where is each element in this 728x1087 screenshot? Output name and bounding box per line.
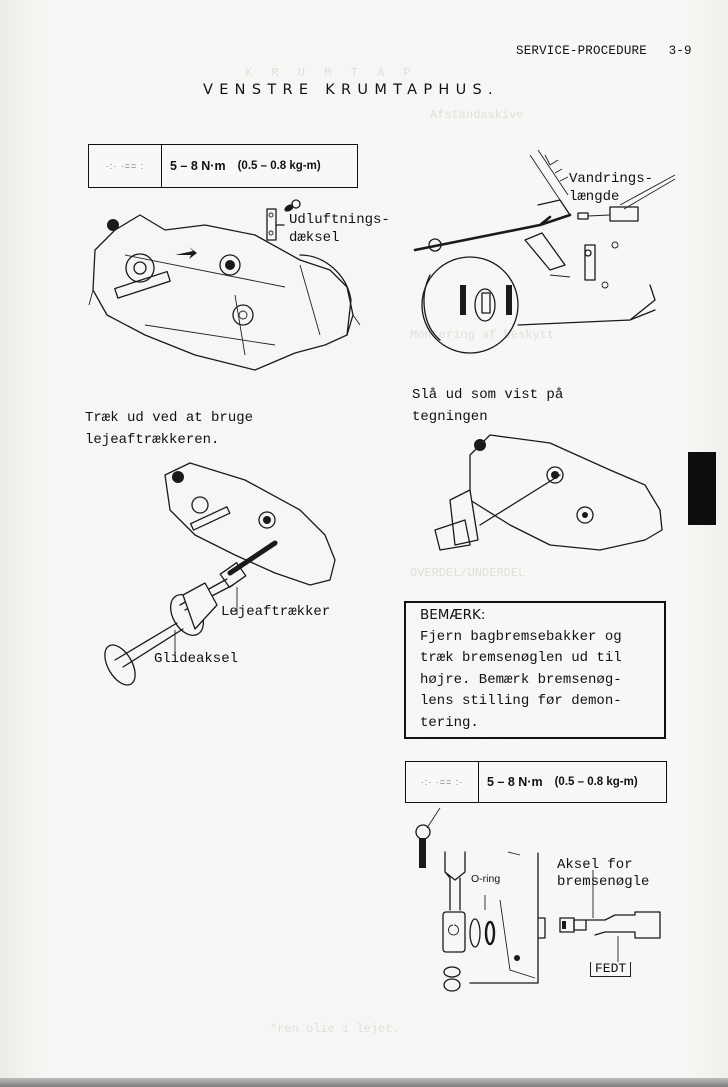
torque-value — [162, 145, 357, 187]
section-name: SERVICE-PROCEDURE — [516, 44, 647, 58]
page-number: 3-9 — [668, 44, 692, 58]
note-box — [404, 601, 666, 739]
torque-value-nm: 5 – 8 N·m — [487, 775, 543, 789]
torque-value-nm: 5 – 8 N·m — [170, 159, 226, 173]
slide-shaft-label: Glideaksel — [154, 651, 239, 667]
travel-distance-label: Vandrings- længde — [569, 171, 654, 205]
torque-wrench-icon: ·:· ·== :· — [406, 762, 479, 802]
vent-cover-label: Udluftnings- dæksel — [289, 212, 390, 246]
bleed-through-text: Afstandsskive — [430, 108, 524, 122]
bleed-through-text: Montering af beskytt — [410, 328, 555, 342]
crankcase-knockout-illustration — [430, 425, 670, 565]
note-line: højre. Bemærk bremsenøg- — [420, 671, 622, 688]
note-line: træk bremsenøglen ud til — [420, 650, 622, 666]
bleed-through-text: OVERDEL/UNDERDEL — [410, 566, 526, 580]
page-header — [516, 44, 692, 58]
page-bottom-edge — [0, 1078, 728, 1087]
torque-value — [479, 762, 666, 802]
brake-cam-illustration — [405, 800, 675, 1000]
o-ring-label: O-ring — [471, 873, 501, 885]
grease-label: FEDT — [590, 962, 631, 977]
bleed-through-text: K R U M T A P — [245, 66, 417, 80]
instruction-pull-out: Træk ud ved at bruge lejeaftrækkeren. — [85, 410, 254, 448]
torque-spec-box — [405, 761, 667, 803]
note-line: Fjern bagbremsebakker og — [420, 628, 622, 645]
brake-cam-shaft-label: Aksel for bremsenøgle — [557, 857, 650, 890]
torque-value-kgm: (0.5 – 0.8 kg-m) — [554, 776, 638, 788]
note-title: BEMÆRK: — [420, 607, 486, 623]
torque-value-kgm: (0.5 – 0.8 kg-m) — [237, 160, 321, 172]
note-line: lens stilling før demon- — [420, 693, 622, 709]
instruction-knock-out: Slå ud som vist på tegningen — [412, 387, 564, 425]
page-title: VENSTRE KRUMTAPHUS. — [203, 82, 499, 98]
section-tab-marker — [688, 452, 716, 525]
torque-spec-box — [88, 144, 358, 188]
bearing-puller-label: Lejeaftrækker — [221, 604, 331, 620]
torque-wrench-icon: ·:· ·== : — [89, 145, 162, 187]
note-line: tering. — [420, 714, 479, 731]
bleed-through-text: *ren olie i lejet. — [270, 1022, 400, 1036]
